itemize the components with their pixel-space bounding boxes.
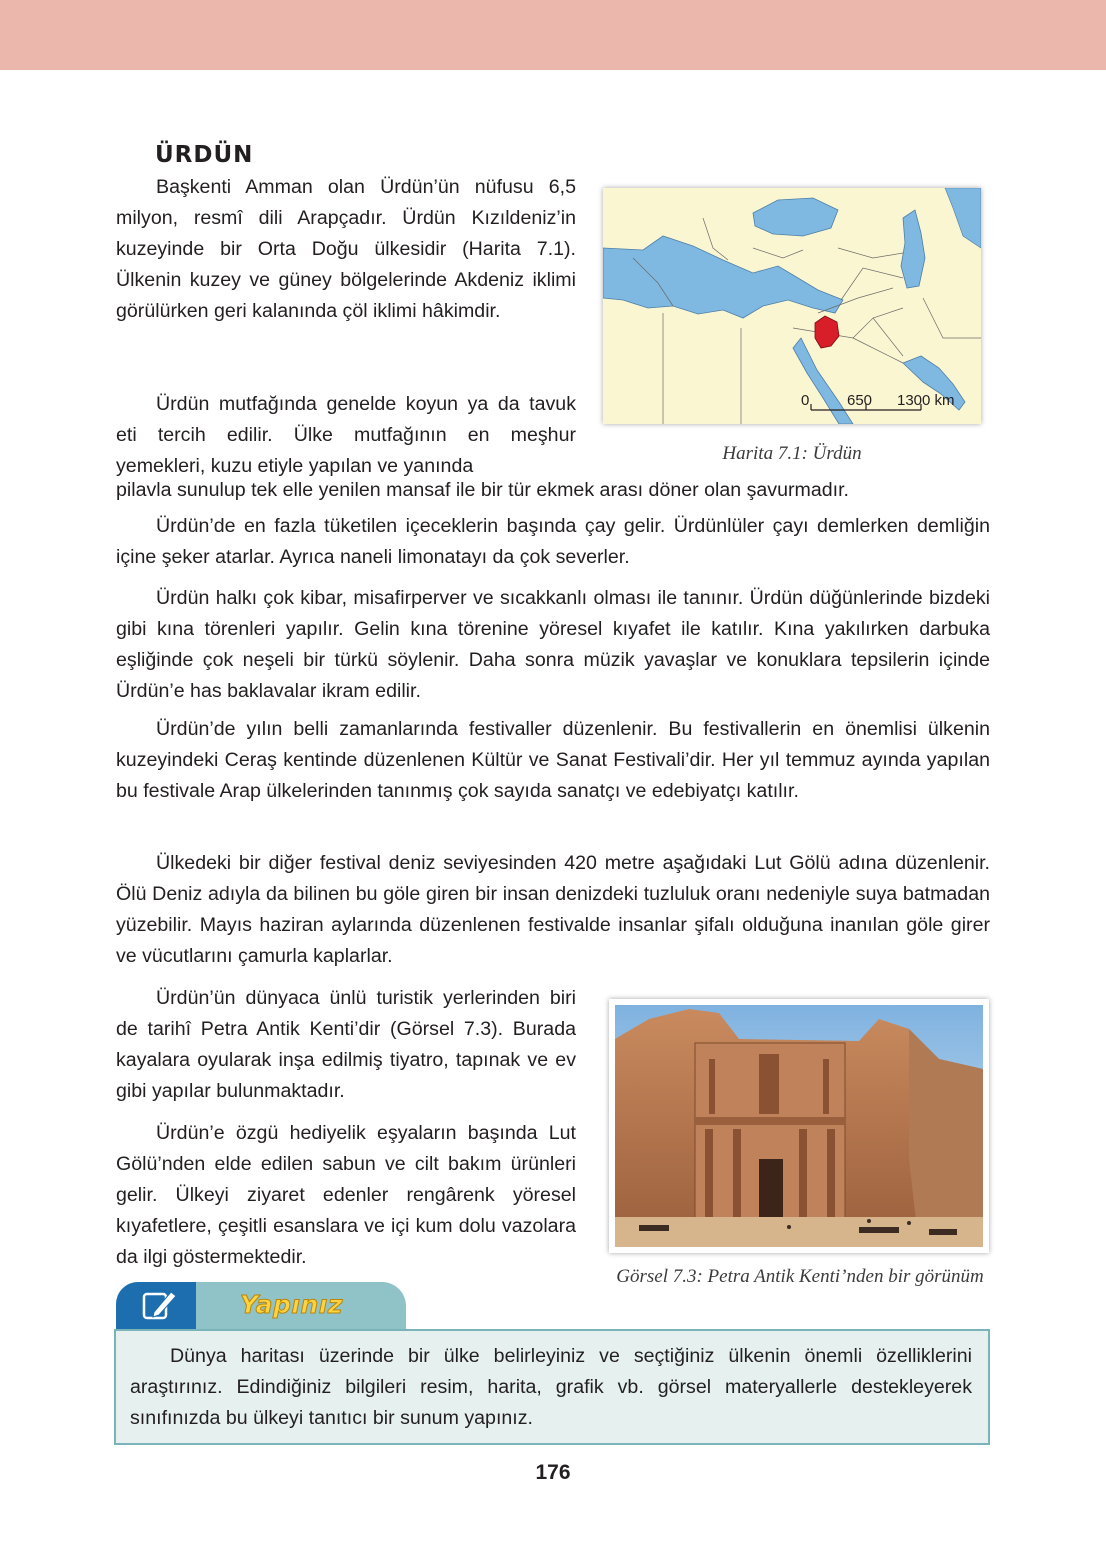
paragraph-cuisine: Ürdün mutfağında genelde koyun ya da tavuk eti tercih edilir. Ülke mutfağının en meşhur yemekleri, kuzu etiyle yapılan ve yanında — [116, 393, 576, 477]
photo-caption: Görsel 7.3: Petra Antik Kenti’nden bir görünüm — [616, 1266, 984, 1287]
monastery-door — [759, 1159, 783, 1219]
paragraph-intro: Başkenti Amman olan Ürdün’ün nüfusu 6,5 milyon, resmî dili Arapçadır. Ürdün Kızıldeniz’in kuzeyinde bir Orta Doğu ülkesidir (Harita 7.1). Ülkenin kuzey ve güney bölgelerinde Akdeniz iklimi görülürken geri kalanında çöl iklimi hâkimdir. — [116, 176, 576, 322]
page-number: 176 — [535, 1461, 571, 1484]
header-band — [0, 0, 1106, 70]
petra-photo — [609, 999, 989, 1253]
paragraph-petra: Ürdün’ün dünyaca ünlü turistik yerlerinden biri de tarihî Petra Antik Kenti’dir (Görsel 7.3). Burada kayalara oyularak inşa edilmiş tiyatro, tapınak ve ev gibi yapılar bulunmaktadır. — [116, 987, 576, 1102]
activity-box — [114, 1329, 990, 1445]
paragraph-drinks: Ürdün’de en fazla tüketilen içeceklerin başında çay gelir. Ürdünlüler çayı demlerken demliğin içine şeker atarlar. Ayrıca naneli limonatayı da çok severler. — [116, 515, 990, 568]
activity-label: Yapınız — [240, 1290, 343, 1319]
scale-label-1300: 1300 km — [897, 392, 955, 409]
pencil-note-icon — [116, 1282, 196, 1330]
activity-label-tab — [196, 1282, 406, 1330]
paragraph-dead-sea: Ülkedeki bir diğer festival deniz seviyesinden 420 metre aşağıdaki Lut Gölü adına düzenlenir. Ölü Deniz adıyla da bilinen bu göle giren bir insan denizdeki tuzluluk oranı nedeniyle suya batmadan yüzebilir. Mayıs haziran aylarında düzenlenen festivalde insanlar şifalı olduğuna inanılan göle girer ve vücutlarını çamurla kaplarlar. — [116, 852, 990, 967]
map-figure — [603, 188, 981, 424]
sandy-ground — [615, 1217, 983, 1247]
section-title: ÜRDÜN — [155, 142, 254, 168]
paragraph-festivals: Ürdün’de yılın belli zamanlarında festivaller düzenlenir. Bu festivallerin en önemlisi ülkenin kuzeyindeki Ceraş kentinde düzenlenen Kültür ve Sanat Festivali’dir. Her yıl temmuz ayında yapılan bu festivale Arap ülkelerinden tanınmış çok sayıda sanatçı ve edebiyatçı katılır. — [116, 718, 990, 802]
facade-entablature — [695, 1117, 845, 1125]
paragraph-souvenirs: Ürdün’e özgü hediyelik eşyaların başında Lut Gölü’nden elde edilen sabun ve cilt bakım ürünleri gelir. Ülkeyi ziyaret edenler rengârenk yöresel kıyafetlere, çeşitli esanslara ve içi kum dolu vazolara da ilgi göstermektedir. — [116, 1122, 576, 1268]
activity-text: Dünya haritası üzerinde bir ülke belirleyiniz ve seçtiğiniz ülkenin önemli özelliklerini araştırınız. Edindiğiniz bilgileri resim, harita, grafik vb. görsel materyallerle destekleyerek sınıfınızda bu ülkeyi tanıtıcı bir sunum yapınız. — [130, 1345, 972, 1429]
photo-figure — [609, 999, 989, 1253]
scale-label-0: 0 — [801, 392, 810, 409]
activity-icon-tab — [116, 1282, 196, 1330]
jordan-map — [603, 188, 981, 424]
paragraph-cuisine-continued: pilavla sunulup tek elle yenilen mansaf ile bir tür ekmek arası döner olan şavurmadır. — [116, 479, 849, 501]
paragraph-people: Ürdün halkı çok kibar, misafirperver ve sıcakkanlı olması ile tanınır. Ürdün düğünlerinde bizdeki gibi kına törenleri yapılır. Gelin kına törenine yöresel kıyafet ile katılır. Kına yakılırken darbuka eşliğinde çok neşeli bir türkü söylenir. Daha sonra müzik yavaşlar ve konuklara tepsilerin içinde Ürdün’e has baklavalar ikram edilir. — [116, 587, 990, 702]
map-caption: Harita 7.1: Ürdün — [722, 443, 862, 464]
scale-label-650: 650 — [847, 392, 873, 409]
